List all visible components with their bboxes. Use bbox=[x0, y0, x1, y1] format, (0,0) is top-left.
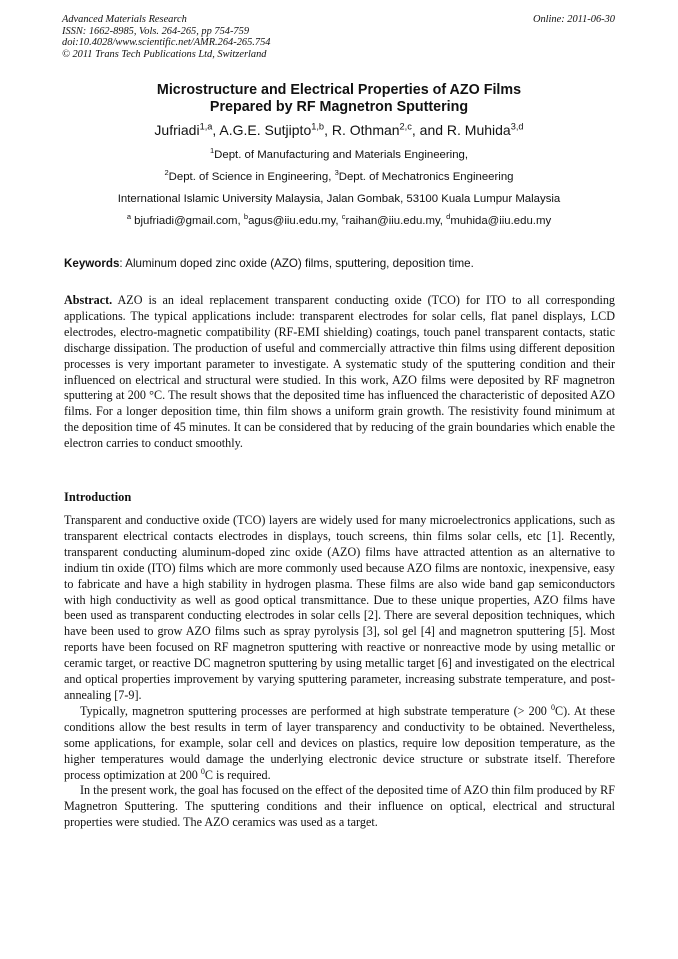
title-line-2: Prepared by RF Magnetron Sputtering bbox=[209, 99, 469, 115]
abstract-text: AZO is an ideal replacement transparent conducting oxide (TCO) for ITO to all corresponding applications. The typical applications include: transparent electrodes for solar cells, flat panel displays, LCD electrodes, electro-magnetic compatibility (RF-EMI shielding) coatings, touch panel transparent contacts, static discharge dissipation. The production of useful and commercially attractive thin films using different deposition processes is very important parameter to investigate. A systematic study of the sputtering condition and their influenced on electrical and structural were studied. In this work, AZO films were deposited by RF magnetron sputtering at 200 °C. The result shows that the deposited time has influenced the characteristic of deposited AZO films. For a longer deposition time, thin film shows a uniform grain growth. The resistivity found minimum at the deposition time of 45 minutes. It can be considered that by reducing of the grain boundaries which enable the electron carries to conduct smoothly. bbox=[64, 293, 615, 451]
email-superscript: c bbox=[341, 212, 346, 222]
email-address: agus@iiu.edu.my, bbox=[248, 215, 342, 227]
affiliation-text: Dept. of Science in Engineering, bbox=[168, 171, 335, 183]
author-superscript: 2,c bbox=[399, 121, 412, 132]
author-superscript: 1,a bbox=[199, 121, 213, 132]
author-name: Jufriadi bbox=[154, 122, 200, 138]
affiliation-2 bbox=[40, 170, 638, 184]
abstract-label: Abstract. bbox=[64, 293, 113, 307]
keywords-text: : Aluminum doped zinc oxide (AZO) films, sputtering, deposition time. bbox=[119, 257, 474, 270]
author-list bbox=[40, 121, 638, 139]
introduction-paragraph-1: Transparent and conductive oxide (TCO) layers are widely used for many microelectronics applications, such as transparent electrical contacts electrodes in displays, touch screens, thin films solar cells, etc [1]. Recently, transparent conducting aluminum-doped zinc oxide (AZO) films have attracted attention as an alternative to indium tin oxide (ITO) films which are more commonly used because AZO films are nontoxic, inexpensive, easy to fabricate and have a high stability in hydrogen plasma. These films are also wide band gap semiconductors with high conductivity as well as good optical transmittance. Due to these unique properties, AZO films have been used as transparent conducting electrodes in solar cells [2]. There are several deposition techniques, which have been used to grow AZO films such as spray pyrolysis [3], sol gel [4] and magnetron sputtering [5]. Most reports have been focused on RF magnetron sputtering with reactive or nonreactive mode by using metallic or ceramic target, or reactive DC magnetron sputtering by using metallic target [6] and investigated on the electrical and optical properties improvement by varying sputtering parameter, increasing substrate temperature, and post-annealing [7-9]. bbox=[64, 513, 615, 702]
abstract-paragraph bbox=[64, 293, 615, 452]
online-date: Online: 2011-06-30 bbox=[532, 14, 615, 25]
paper-title bbox=[40, 82, 638, 116]
affiliation-superscript: 3 bbox=[334, 168, 339, 178]
paragraph-text: C). At these conditions allow the best results in term of layer transparency and conductivity to be obtained. Nevertheless, some applications, for example, solar cell and devices on plastics, require low deposition temperature, as the higher temperatures would damage the underlying electronic device structure or substrate itself. Therefore process optimization at 200 bbox=[64, 703, 615, 782]
affiliation-text: Dept. of Mechatronics Engineering bbox=[338, 171, 514, 183]
email-superscript: d bbox=[446, 212, 451, 222]
author-name: , R. Othman bbox=[324, 122, 400, 138]
email-superscript: a bbox=[126, 212, 132, 222]
journal-name: Advanced Materials Research bbox=[62, 14, 187, 25]
email-address: bjufriadi@gmail.com, bbox=[131, 215, 244, 227]
email-list bbox=[40, 214, 638, 228]
introduction-paragraph-2 bbox=[64, 704, 615, 784]
doi-line: doi:10.4028/www.scientific.net/AMR.264-265.754 bbox=[62, 37, 271, 49]
author-superscript: 1,b bbox=[311, 121, 325, 132]
paragraph-text: Typically, magnetron sputtering processes are performed at high substrate temperature (> 200 bbox=[80, 703, 552, 718]
affiliation-superscript: 1 bbox=[209, 146, 215, 156]
issn-line: ISSN: 1662-8985, Vols. 264-265, pp 754-759 bbox=[62, 25, 250, 37]
affiliation-text: Dept. of Manufacturing and Materials Engineering, bbox=[214, 149, 469, 161]
university-address: International Islamic University Malaysia, Jalan Gombak, 53100 Kuala Lumpur Malaysia bbox=[117, 193, 561, 205]
author-name: , and R. Muhida bbox=[411, 122, 511, 138]
email-address: raihan@iiu.edu.my, bbox=[345, 215, 447, 227]
affiliation-superscript: 2 bbox=[164, 168, 169, 178]
paragraph-text: C is required. bbox=[204, 767, 271, 782]
keywords-line bbox=[64, 257, 616, 271]
copyright-line: © 2011 Trans Tech Publications Ltd, Switzerland bbox=[62, 48, 267, 60]
degree-superscript: 0 bbox=[551, 702, 556, 712]
keywords-label: Keywords bbox=[64, 257, 120, 270]
author-superscript: 3,d bbox=[510, 121, 524, 132]
affiliation-1 bbox=[40, 148, 638, 162]
introduction-paragraph-3: In the present work, the goal has focused on the effect of the deposited time of AZO thin film produced by RF Magnetron Sputtering. The sputtering conditions and their influence on optical, electrical and structural properties were studied. The AZO ceramics was used as a target. bbox=[64, 783, 615, 830]
email-superscript: b bbox=[243, 212, 249, 222]
email-address: muhida@iiu.edu.my bbox=[450, 215, 552, 227]
degree-superscript: 0 bbox=[200, 766, 205, 776]
journal-header bbox=[62, 14, 270, 60]
introduction-heading: Introduction bbox=[64, 490, 132, 504]
author-name: , A.G.E. Sutjipto bbox=[212, 122, 312, 138]
introduction-body bbox=[64, 513, 615, 831]
title-line-1: Microstructure and Electrical Properties of AZO Films bbox=[156, 82, 522, 98]
